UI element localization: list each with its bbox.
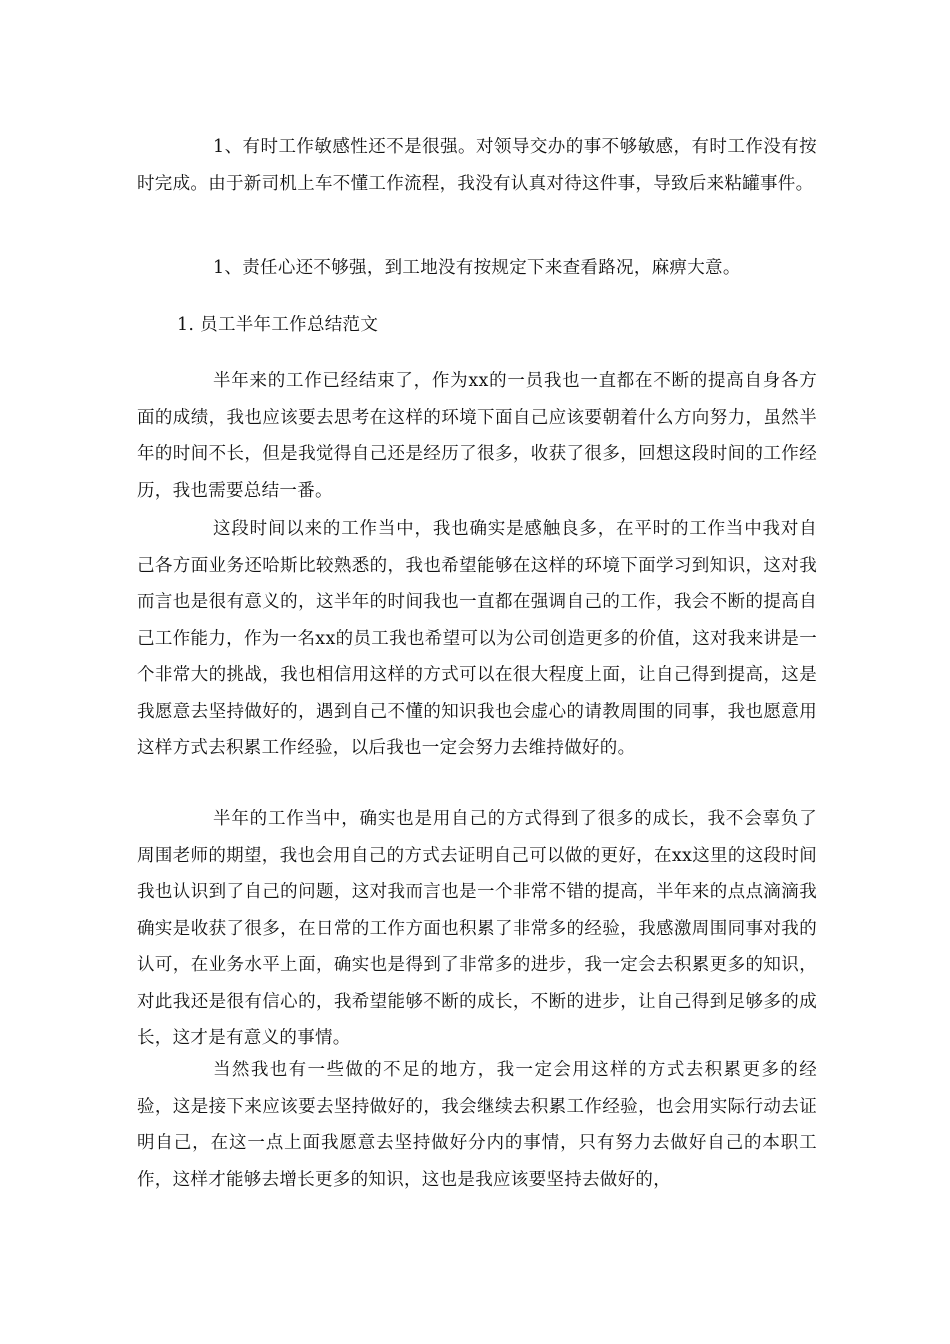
paragraph-shortcoming-responsibility: 1、责任心还不够强，到工地没有按规定下来查看路况，麻痹大意。 <box>213 258 741 278</box>
paragraph-shortcomings: 当然我也有一些做的不足的地方，我一定会用这样的方式去积累更多的经验，这是接下来应该要去坚持做好的，我会继续去积累工作经验，也会用实际行动去证明自己，在这一点上面我愿意去坚持做好分内的事情，只有努力去做好自己的本职工作，这样才能够去增长更多的知识，这也是我应该要坚持去做好的， <box>137 1060 817 1190</box>
paragraph-growth: 半年的工作当中，确实也是用自己的方式得到了很多的成长，我不会辜负了周围老师的期望，我也会用自己的方式去证明自己可以做的更好，在xx这里的这段时间我也认识到了自己的问题，这对我而言也是一个非常不错的提高，半年来的点点滴滴我确实是收获了很多，在日常的工作方面也积累了非常多的经验，我感激周围同事对我的认可，在业务水平上面，确实也是得到了非常多的进步，我一定会去积累更多的知识，对此我还是很有信心的，我希望能够不断的成长，不断的进步，让自己得到足够多的成长，这才是有意义的事情。 <box>137 809 817 1048</box>
paragraph-shortcoming-sensitivity: 1、有时工作敏感性还不是很强。对领导交办的事不够敏感，有时工作没有按时完成。由于新司机上车不懂工作流程，我没有认真对待这件事，导致后来粘罐事件。 <box>137 137 817 194</box>
paragraph-half-year-intro: 半年来的工作已经结束了，作为xx的一员我也一直都在不断的提高自身各方面的成绩，我也应该要去思考在这样的环境下面自己应该要朝着什么方向努力，虽然半年的时间不长，但是我觉得自己还是经历了很多，收获了很多，回想这段时间的工作经历，我也需要总结一番。 <box>137 371 817 501</box>
paragraph-work-experience: 这段时间以来的工作当中，我也确实是感触良多，在平时的工作当中我对自己各方面业务还哈斯比较熟悉的，我也希望能够在这样的环境下面学习到知识，这对我而言也是很有意义的，这半年的时间我也一直都在强调自己的工作，我会不断的提高自己工作能力，作为一名xx的员工我也希望可以为公司创造更多的价值，这对我来讲是一个非常大的挑战，我也相信用这样的方式可以在很大程度上面，让自己得到提高，这是我愿意去坚持做好的，遇到自己不懂的知识我也会虚心的请教周围的同事，我也愿意用这样方式去积累工作经验，以后我也一定会努力去维持做好的。 <box>137 519 817 758</box>
section-heading: 1. 员工半年工作总结范文 <box>177 315 379 335</box>
